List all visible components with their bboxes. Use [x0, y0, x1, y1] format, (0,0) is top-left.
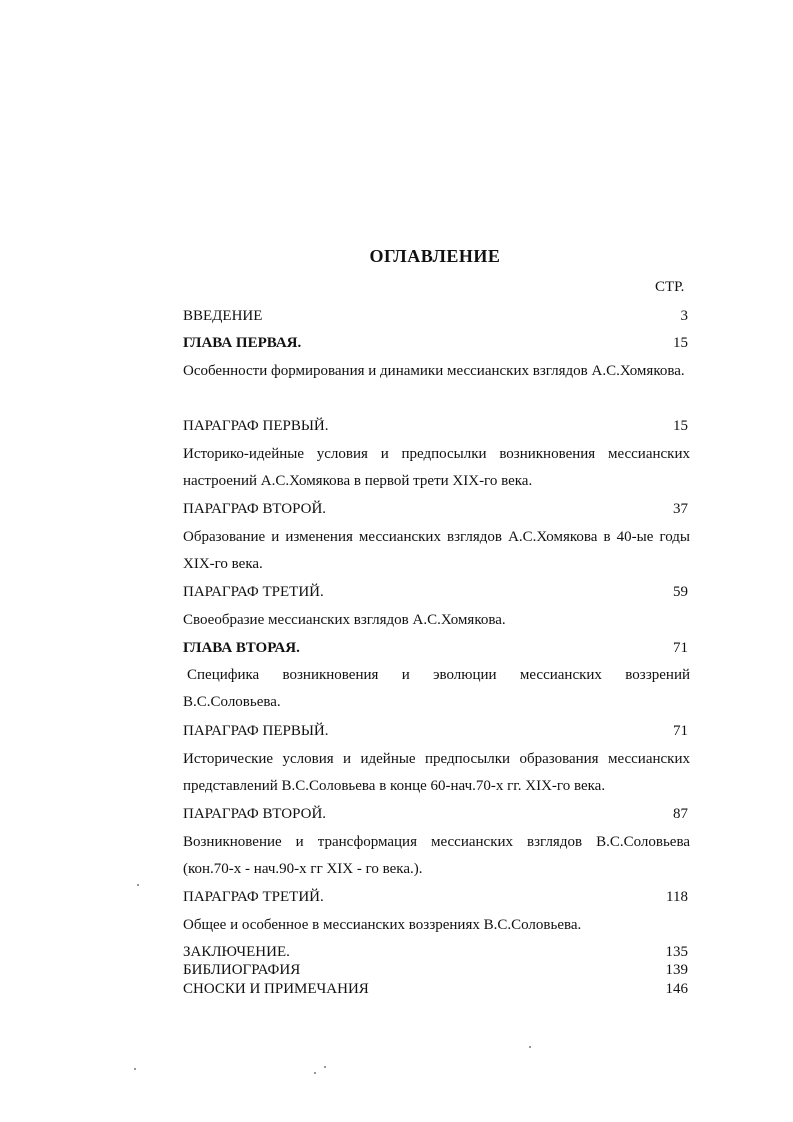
toc-entry-label: ПАРАГРАФ ВТОРОЙ.: [183, 501, 327, 517]
toc-entry-label: БИБЛИОГРАФИЯ: [183, 962, 301, 978]
toc-entry-page: 146: [665, 981, 688, 997]
toc-entry-page: 15: [673, 335, 688, 351]
toc-entry-page: 118: [666, 889, 688, 905]
toc-title: ОГЛАВЛЕНИЕ: [369, 246, 501, 266]
toc-entry-label: ПАРАГРАФ ПЕРВЫЙ.: [183, 723, 329, 739]
section-description: Исторические условия и идейные предпосылки образования мессианских представлений В.С.Соловьева в конце 60-нач.70-х гг. XIX-го века.: [183, 751, 690, 794]
scan-speck: [324, 1066, 326, 1068]
section-description: Своеобразие мессианских взглядов А.С.Хомякова.: [183, 612, 506, 628]
toc-entry-page: 37: [673, 501, 688, 517]
toc-entry-label: ПАРАГРАФ ПЕРВЫЙ.: [183, 418, 329, 434]
section-description: Историко-идейные условия и предпосылки возникновения мессианских настроений А.С.Хомякова в первой трети XIX-го века.: [183, 446, 690, 489]
chapter-1-description: Особенности формирования и динамики мессианских взглядов А.С.Хомякова.: [183, 363, 685, 379]
toc-entry-page: 3: [680, 308, 688, 324]
page-column-label: СТР.: [655, 279, 685, 295]
toc-entry-page: 15: [673, 418, 688, 434]
toc-entry-label: ПАРАГРАФ ВТОРОЙ.: [183, 806, 327, 822]
scan-speck: [134, 1068, 136, 1070]
section-description: Общее и особенное в мессианских воззрениях В.С.Соловьева.: [183, 917, 582, 933]
toc-entry-label: СНОСКИ И ПРИМЕЧАНИЯ: [183, 981, 369, 997]
scan-speck: [137, 884, 139, 886]
toc-entry-label: ПАРАГРАФ ТРЕТИЙ.: [183, 584, 324, 600]
section-description: Возникновение и трансформация мессианских взглядов В.С.Соловьева (кон.70-х - нач.90-х гг XIX - го века.).: [183, 834, 690, 877]
scan-speck: [529, 1046, 531, 1048]
chapter-2-description: Специфика возникновения и эволюции мессианских воззрений В.С.Соловьева.: [183, 667, 690, 710]
toc-entry-label: ГЛАВА ПЕРВАЯ.: [183, 335, 302, 351]
toc-entry-page: 71: [673, 723, 688, 739]
toc-entry-page: 71: [673, 640, 688, 656]
toc-entry-page: 59: [673, 584, 688, 600]
toc-entry-page: 135: [665, 944, 688, 960]
scan-speck: [314, 1072, 316, 1074]
toc-entry-label: ЗАКЛЮЧЕНИЕ.: [183, 944, 290, 960]
toc-entry-page: 87: [673, 806, 688, 822]
toc-entry-page: 139: [665, 962, 688, 978]
toc-entry-label: ВВЕДЕНИЕ: [183, 308, 263, 324]
toc-entry-label: ПАРАГРАФ ТРЕТИЙ.: [183, 889, 324, 905]
section-description: Образование и изменения мессианских взглядов А.С.Хомякова в 40-ые годы XIX-го века.: [183, 529, 690, 572]
toc-entry-label: ГЛАВА ВТОРАЯ.: [183, 640, 300, 656]
